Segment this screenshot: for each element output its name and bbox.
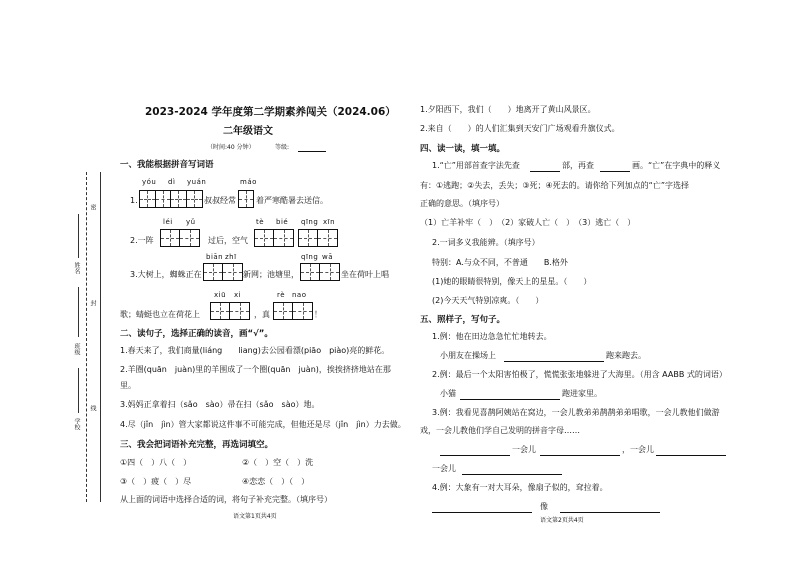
page-footer-right: 语文第2页共4页 <box>540 517 584 524</box>
answer-blank[interactable] <box>504 361 604 362</box>
binding-line-inner <box>100 172 101 502</box>
sentence-text: 歌；蜻蜓也立在荷花上 <box>120 310 200 319</box>
sentence-text: 着严寒酷暑去送信。 <box>256 196 328 205</box>
pinyin: yǔ <box>186 218 196 226</box>
idioms: （1）亡羊补牢（ ） （2）家破人亡（ ） （3）逃亡（ ） <box>420 218 636 227</box>
pinyin: qīng <box>301 253 319 261</box>
exam-time: （时间:40 分钟） <box>207 144 255 151</box>
reading-4: 4.尽（jǐn jìn）管大家都说这件事不可能完成，但他还是尽（jǐn jìn）力去做。 <box>120 420 406 429</box>
question-number: 1. <box>130 196 138 205</box>
word-4: ④恋恋（ ）（ ） <box>242 477 310 486</box>
pinyin: dì <box>168 178 176 186</box>
example-3-cont: 戏，一会儿教他们学自己发明的拼音字母…… <box>420 426 580 435</box>
fill-1: 1.夕阳西下，我们（ ）地离开了黄山风景区。 <box>420 105 596 114</box>
polysemy-2: (2)今天天气特别凉爽。（ ） <box>432 296 544 305</box>
reading-3: 3.妈妈正拿着扫（sǎo sào）帚在扫（sǎo sào）地。 <box>120 400 320 409</box>
question-number: 2.一阵 <box>130 236 154 245</box>
seal-char-3: 线 <box>89 405 96 411</box>
pinyin: xi <box>234 291 242 299</box>
pinyin: rè <box>277 291 286 299</box>
school-label: 学校 <box>73 418 80 430</box>
example-4: 4.例：大象有一对大耳朵，像扇子似的，耷拉着。 <box>432 483 608 492</box>
pinyin: léi <box>163 218 173 226</box>
example-4-answer: 像 <box>540 502 548 511</box>
pinyin: máo <box>240 178 257 186</box>
reading-2: 2.羊圈(quān juàn)里的羊围成了一个圈(quān juàn)，挨挨挤挤地站在那 <box>120 365 391 374</box>
word-2: ②（ ）空（ ）洗 <box>242 458 314 467</box>
writing-grid[interactable] <box>139 190 203 208</box>
word-1: ①四（ ）八（ ） <box>120 458 192 467</box>
section-1-heading: 一、我能根据拼音写词语 <box>120 160 214 170</box>
stroke-blank[interactable] <box>600 171 630 172</box>
pinyin: qīng <box>301 218 319 226</box>
seal-char-2: 封 <box>89 300 96 306</box>
reading-2-cont: 里。 <box>120 381 136 390</box>
seal-char-1: 密 <box>89 204 96 210</box>
grade-label: 等级: <box>275 144 290 151</box>
answer-blank[interactable] <box>462 474 562 475</box>
example-1: 1.例：他在田边急急忙忙地转去。 <box>432 332 552 341</box>
pinyin: biān <box>206 253 224 261</box>
polysemy-options: 特别：A.与众不同，不普通 B.格外 <box>432 258 568 267</box>
pinyin: wā <box>322 253 334 261</box>
radical-blank[interactable] <box>530 171 560 172</box>
answer-blank[interactable] <box>540 455 620 456</box>
example-2: 2.例：最后一个太阳害怕极了，慌慌张张地躲进了大海里。（用含 AABB 式的词语） <box>432 370 727 379</box>
pinyin: tè <box>256 218 265 226</box>
sentence-text: ，真 <box>254 310 270 319</box>
reading-1: 1.春天来了，我们商量(liáng liang)去公园看漂(piāo piào)亮的鲜花。 <box>120 346 390 355</box>
writing-grid[interactable] <box>300 263 340 281</box>
answer-blank[interactable] <box>460 399 560 400</box>
sentence-text: 新网；池塘里， <box>243 270 299 279</box>
writing-grid[interactable] <box>210 302 250 320</box>
meanings: 有：①逃跑；②失去，丢失；③死；④死去的。请你给下列加点的“亡”字选择 <box>420 181 689 190</box>
school-blank[interactable] <box>78 368 79 413</box>
sentence-text: 叔叔经常 <box>204 196 236 205</box>
exam-subtitle: 二年级语文 <box>223 126 273 137</box>
pinyin: xiū <box>214 291 227 299</box>
example-3: 3.例：我看见喜鹊阿姨站在窝边，一会儿教弟弟鹊鹊弟弟唱歌，一会儿教他们做游 <box>432 408 720 417</box>
pinyin: xīn <box>323 218 336 226</box>
example-1-answer: 跑来跑去。 <box>606 351 646 360</box>
sentence-text: 坐在荷叶上唱 <box>341 270 389 279</box>
radical-question: 画。“亡”在字典中的释义 <box>632 161 721 170</box>
radical-question: 1.“亡”用部首查字法先查 <box>432 161 520 170</box>
binding-line <box>86 172 87 502</box>
page-footer-left: 语文第1页共4页 <box>233 513 277 520</box>
section-4-heading: 四、读一读，填一填。 <box>420 144 506 154</box>
sentence-text: 过后，空气 <box>208 236 248 245</box>
writing-grid[interactable] <box>273 302 313 320</box>
answer-blank[interactable] <box>656 455 726 456</box>
exam-title: 2023-2024 学年度第二学期素养闯关（2024.06） <box>145 106 396 118</box>
example-3-answer: ，一会儿 <box>622 445 654 454</box>
writing-grid[interactable] <box>160 229 200 247</box>
writing-grid[interactable] <box>254 229 294 247</box>
polysemy-1: (1)她的眼睛很特别，像天上的星星。（ ） <box>432 277 592 286</box>
section-5-heading: 五、照样子，写句子。 <box>420 315 506 325</box>
writing-grid[interactable] <box>203 263 243 281</box>
answer-blank[interactable] <box>560 512 660 513</box>
word-3: ③（ ）疲（ ）尽 <box>120 477 192 486</box>
pinyin: zhī <box>225 253 237 261</box>
writing-grid[interactable] <box>238 190 254 208</box>
sentence-text: 3.大树上，蜘蛛正在 <box>130 270 202 279</box>
answer-blank[interactable] <box>432 512 532 513</box>
grade-blank[interactable] <box>298 151 326 152</box>
example-2-answer: 跑进家里。 <box>562 389 602 398</box>
writing-grid[interactable] <box>298 229 338 247</box>
example-1-answer: 小朋友在操场上 <box>440 351 496 360</box>
section-3-heading: 三、我会把词语补充完整，再选词填空。 <box>120 440 274 450</box>
name-label: 姓名 <box>73 262 80 274</box>
class-blank[interactable] <box>78 287 79 337</box>
radical-question: 部，再查 <box>562 161 594 170</box>
sentence-text: ！ <box>314 310 322 319</box>
pinyin: yuán <box>187 178 207 186</box>
example-3-answer: 一会儿 <box>512 445 536 454</box>
section-2-heading: 二、读句子，选择正确的读音，画“√”。 <box>120 329 273 339</box>
pinyin: yóu <box>142 178 157 186</box>
choose-instruction: 从上面的词语中选择合适的词，将句子补充完整。（填序号） <box>120 495 332 504</box>
pinyin: bié <box>276 218 289 226</box>
name-blank[interactable] <box>78 214 79 258</box>
fill-2: 2.来自（ ）的人们汇集到天安门广场观看升旗仪式。 <box>420 124 620 133</box>
polysemy-question: 2.一词多义我能辨。（填序号） <box>432 238 540 247</box>
answer-blank[interactable] <box>440 455 510 456</box>
class-label: 班级 <box>73 343 80 355</box>
meanings-cont: 正确的意思。（填序号） <box>420 199 504 208</box>
example-2-answer: 小猫 <box>440 389 456 398</box>
pinyin: nao <box>292 291 307 299</box>
example-3-answer: 一会儿 <box>432 464 456 473</box>
